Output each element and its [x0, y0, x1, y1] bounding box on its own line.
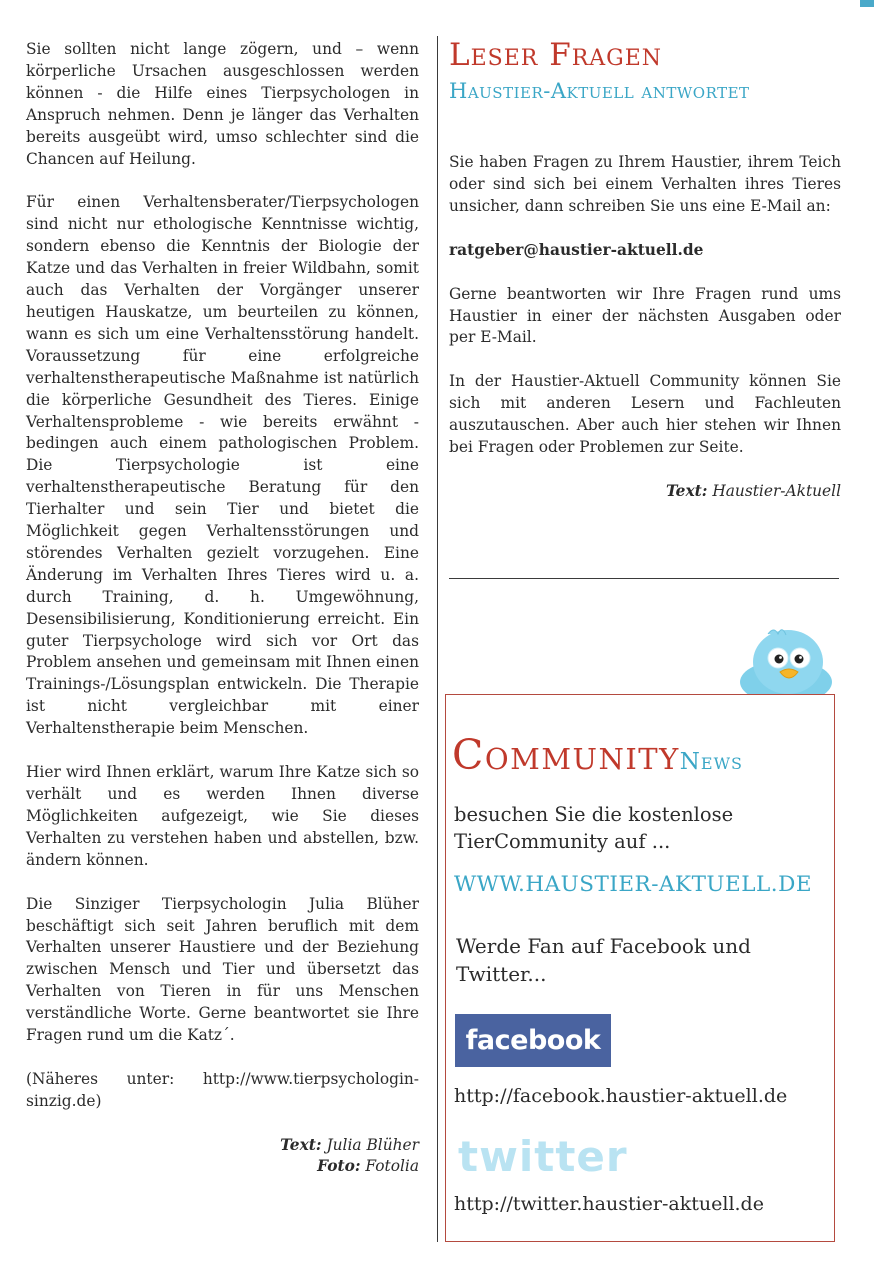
- column-divider: [437, 36, 438, 1242]
- article-paragraph: Sie sollten nicht lange zögern, und – wenn körperliche Ursachen ausgeschlossen werden können - die Hilfe eines Tierpsychologen in Anspruch nehmen. Denn je länger das Verhalten bereits ausgeübt wird, umso schlechter sind die Chancen auf Heilung.: [26, 40, 419, 168]
- leser-paragraph: In der Haustier-Aktuell Community können Sie sich mit anderen Lesern und Fachleuten auszutauschen. Aber auch hier stehen wir Ihnen bei Fragen oder Problemen zur Seite.: [449, 372, 841, 457]
- leser-fragen-body: [449, 152, 841, 525]
- community-news-title: [452, 731, 743, 779]
- photo-credit: [26, 1156, 419, 1177]
- leser-paragraph: Sie haben Fragen zu Ihrem Haustier, ihrem Teich oder sind sich bei einem Verhalten ihres Tieres unsicher, dann schreiben Sie uns eine E-Mail an:: [449, 153, 841, 215]
- article-paragraph: Die Sinziger Tierpsychologin Julia Blüher beschäftigt sich seit Jahren beruflich mit dem Verhalten unserer Haustiere und der Beziehung zwischen Mensch und Tier und übersetzt das Verhalten von Tieren in für uns Menschen verständliche Worte. Gerne beantwortet sie Ihre Fragen rund um die Katz´.: [26, 894, 419, 1045]
- facebook-link[interactable]: http://facebook.haustier-aktuell.de: [454, 1085, 788, 1107]
- credit-label: Text:: [665, 481, 708, 500]
- twitter-logo[interactable]: twitter: [458, 1132, 628, 1181]
- credit-label: Text:: [280, 1135, 322, 1154]
- leser-paragraph: Gerne beantworten wir Ihre Fragen rund ums Haustier in einer der nächsten Ausgaben oder per E-Mail.: [449, 284, 841, 347]
- article-left-column: [26, 39, 419, 1177]
- facebook-logo[interactable]: [455, 1014, 611, 1067]
- article-credits: [26, 1135, 419, 1177]
- credit-author: Haustier-Aktuell: [712, 481, 841, 500]
- article-paragraph: (Näheres unter: http://www.tierpsychologin-sinzig.de): [26, 1069, 419, 1110]
- leser-fragen-subtitle: Haustier-Aktuell antwortet: [449, 79, 750, 103]
- corner-color-mark: [860, 0, 874, 7]
- community-website-link[interactable]: WWW.HAUSTIER-AKTUELL.DE: [454, 872, 813, 897]
- credit-label: Foto:: [317, 1156, 361, 1175]
- facebook-logo-text: facebook: [465, 1025, 601, 1056]
- leser-fragen-title: Leser Fragen: [449, 37, 663, 73]
- text-credit: [26, 1135, 419, 1156]
- credit-author: Julia Blüher: [326, 1135, 419, 1154]
- community-title-main: Community: [452, 731, 680, 779]
- contact-email[interactable]: ratgeber@haustier-aktuell.de: [449, 240, 704, 259]
- article-paragraph: Hier wird Ihnen erklärt, warum Ihre Katze sich so verhält und es werden Ihnen diverse Möglichkeiten aufgezeigt, wie Sie dieses Verhalten zu verstehen haben und abstellen, bzw. ändern können.: [26, 763, 419, 869]
- fan-invite-text: Werde Fan auf Facebook und Twitter...: [456, 934, 751, 986]
- twitter-link[interactable]: http://twitter.haustier-aktuell.de: [454, 1193, 764, 1215]
- community-title-news: News: [679, 749, 744, 775]
- section-rule: [449, 578, 839, 579]
- community-news-box: [445, 694, 835, 1242]
- community-invite-text: besuchen Sie die kostenlose TierCommunity auf ...: [454, 803, 734, 853]
- article-paragraph: Für einen Verhaltensberater/Tierpsychologen sind nicht nur ethologische Kenntnisse wichtig, sondern ebenso die Kenntnis der Biologie der Katze und das Verhalten in freier Wildbahn, somit auch das Verhalten der Vorgänger unserer heutigen Hauskatze, um beurteilen zu können, wann es sich um eine Verhaltensstörung handelt. Voraussetzung für eine erfolgreiche verhaltenstherapeutische Maßnahme ist natürlich die körperliche Gesundheit des Tieres. Einige Verhaltensprobleme - wie bereits erwähnt - bedingen auch einem pathologischen Problem. Die Tierpsychologie ist eine verhaltenstherapeutische Beratung für den Tierhalter und sein Tier und bietet die Möglichkeit gegen Verhaltensstörungen und störendes Verhalten gezielt vorzugehen. Eine Änderung im Verhalten Ihres Tieres wird u. a. durch Training, d. h. Umgewöhnung, Desensibilisierung, Konditionierung erreicht. Ein guter Tierpsychologe wird sich vor Ort das Problem ansehen und gemeinsam mit Ihnen einen Trainings-/Lösungsplan entwickeln. Die Therapie ist nicht vergleichbar mit einer Verhaltenstherapie beim Menschen.: [26, 193, 419, 738]
- twitter-bird-icon: [738, 626, 840, 698]
- credit-photo-source: Fotolia: [365, 1156, 419, 1175]
- leser-credit: [449, 481, 841, 503]
